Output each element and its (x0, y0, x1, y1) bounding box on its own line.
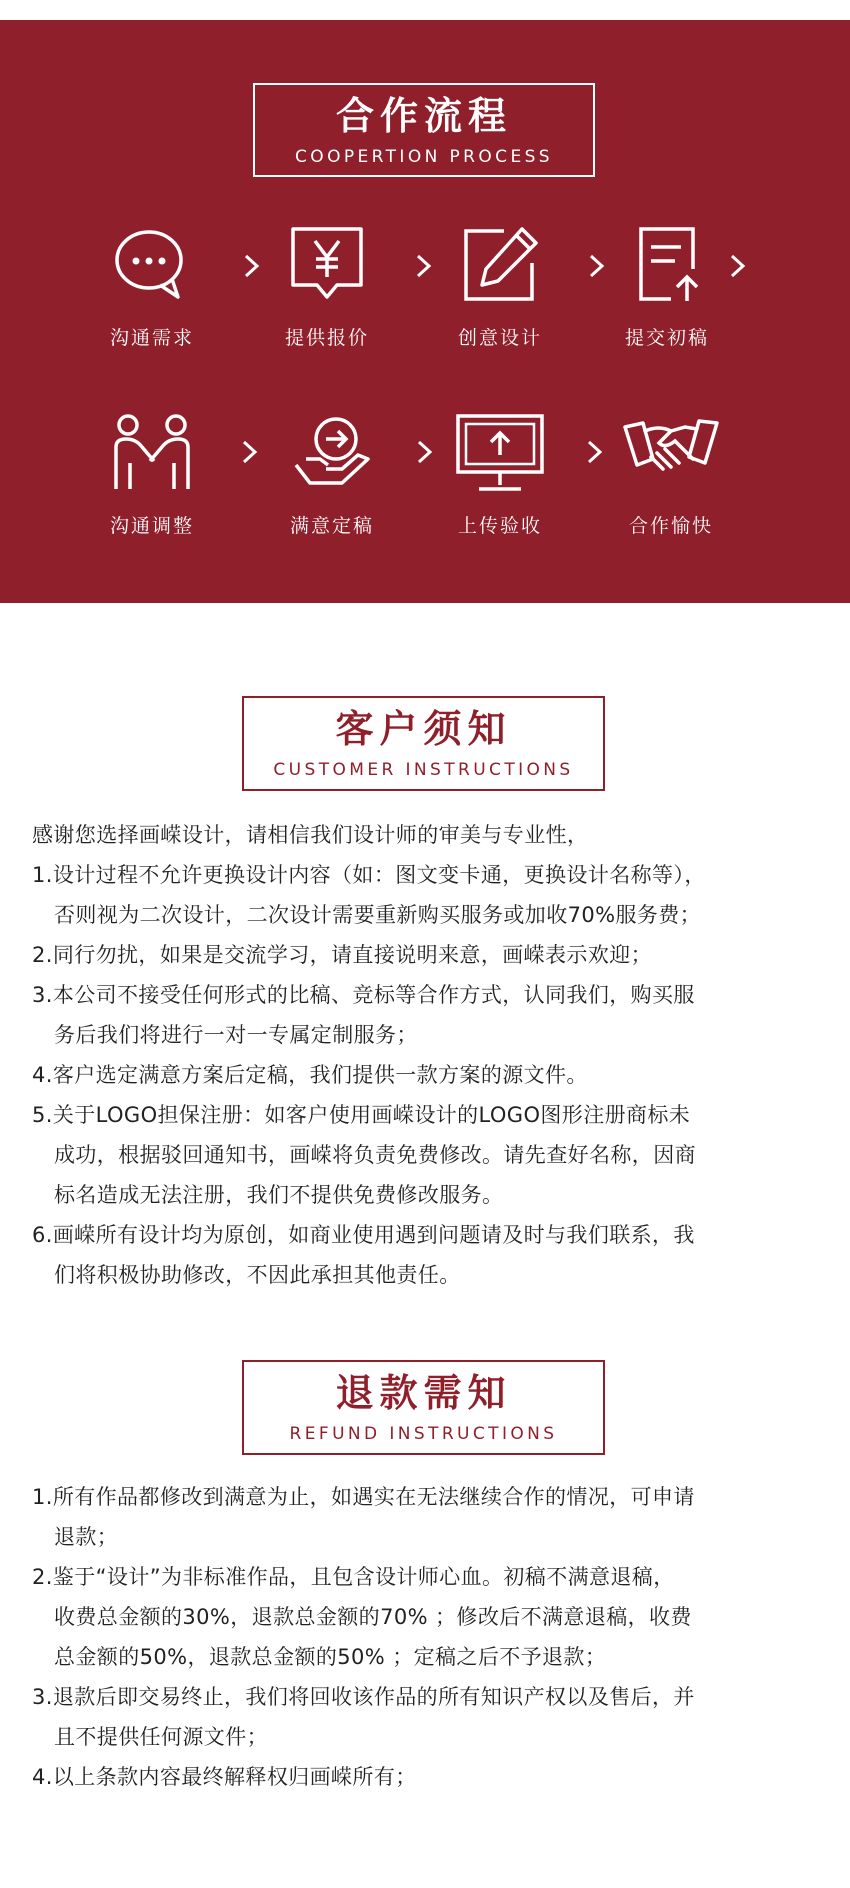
text-line: 1.所有作品都修改到满意为止，如遇实在无法继续合作的情况，可申请 (32, 1485, 695, 1509)
step-label: 沟通需求 (109, 327, 194, 349)
text-line: 2.鉴于“设计”为非标准作品，且包含设计师心血。初稿不满意退稿， (32, 1565, 675, 1589)
text-line: 退款； (54, 1525, 119, 1549)
step-creative-design (430, 225, 570, 350)
text-line: 3.本公司不接受任何形式的比稿、竞标等合作方式，认同我们，购买服 (32, 983, 695, 1007)
text-line: 3.退款后即交易终止，我们将回收该作品的所有知识产权以及售后，并 (32, 1685, 695, 1709)
step-label: 提交初稿 (624, 327, 709, 349)
process-section (0, 20, 850, 603)
text-line: 6.画嵘所有设计均为原创，如商业使用遇到问题请及时与我们联系，我 (32, 1223, 695, 1247)
text-line: 务后我们将进行一对一专属定制服务； (54, 1023, 418, 1047)
pencil-edit-icon (460, 225, 540, 305)
text-line: 感谢您选择画嵘设计，请相信我们设计师的审美与专业性， (32, 823, 589, 847)
step-final-approval (262, 413, 402, 538)
step-communicate-adjust (82, 413, 222, 538)
text-line: 总金额的50%，退款总金额的50% ；定稿之后不予退款； (54, 1645, 607, 1669)
hand-arrow-icon (292, 413, 372, 493)
step-label: 沟通调整 (109, 515, 194, 537)
step-upload-acceptance (430, 413, 570, 538)
handshake-icon (623, 413, 719, 493)
text-line: 标名造成无法注册，我们不提供免费修改服务。 (54, 1183, 504, 1207)
text-line: 2.同行勿扰，如果是交流学习，请直接说明来意，画嵘表示欢迎； (32, 943, 653, 967)
process-title: 合作流程 (335, 94, 512, 138)
step-label: 提供报价 (284, 327, 369, 349)
customer-title: 客户须知 (335, 707, 512, 751)
monitor-upload-icon (455, 413, 545, 493)
process-title-box (253, 83, 595, 177)
step-happy-cooperation (601, 413, 741, 538)
chevron-right-icon (240, 439, 260, 465)
people-handshake-icon (112, 413, 192, 493)
step-label: 创意设计 (457, 327, 542, 349)
text-line: 4.客户选定满意方案后定稿，我们提供一款方案的源文件。 (32, 1063, 588, 1087)
text-line: 4.以上条款内容最终解释权归画嵘所有； (32, 1765, 417, 1789)
refund-title-box (242, 1360, 605, 1455)
text-line: 5.关于LOGO担保注册：如客户使用画嵘设计的LOGO图形注册商标未 (32, 1103, 691, 1127)
step-communicate-needs (82, 225, 222, 350)
step-provide-quote (257, 225, 397, 350)
customer-title-box (242, 696, 605, 791)
yen-quote-icon (287, 225, 367, 305)
text-line: 收费总金额的30%，退款总金额的70% ；修改后不满意退稿，收费 (54, 1605, 692, 1629)
process-subtitle: COOPERTION PROCESS (295, 147, 553, 167)
step-label: 上传验收 (457, 515, 542, 537)
step-label: 满意定稿 (289, 515, 374, 537)
step-submit-draft (597, 225, 737, 350)
customer-subtitle: CUSTOMER INSTRUCTIONS (273, 760, 574, 780)
refund-instructions-text (32, 1477, 822, 1797)
upload-document-icon (627, 225, 707, 305)
chevron-right-icon (728, 253, 748, 279)
refund-subtitle: REFUND INSTRUCTIONS (289, 1424, 558, 1444)
step-label: 合作愉快 (628, 515, 713, 537)
text-line: 们将积极协助修改，不因此承担其他责任。 (54, 1263, 461, 1287)
refund-title: 退款需知 (335, 1371, 512, 1415)
text-line: 且不提供任何源文件； (54, 1725, 268, 1749)
customer-instructions-text (32, 815, 822, 1295)
chat-bubble-icon (112, 225, 192, 305)
text-line: 1.设计过程不允许更换设计内容（如：图文变卡通，更换设计名称等）， (32, 863, 706, 887)
text-line: 否则视为二次设计，二次设计需要重新购买服务或加收70%服务费； (54, 903, 702, 927)
text-line: 成功，根据驳回通知书，画嵘将负责免费修改。请先查好名称，因商 (54, 1143, 696, 1167)
